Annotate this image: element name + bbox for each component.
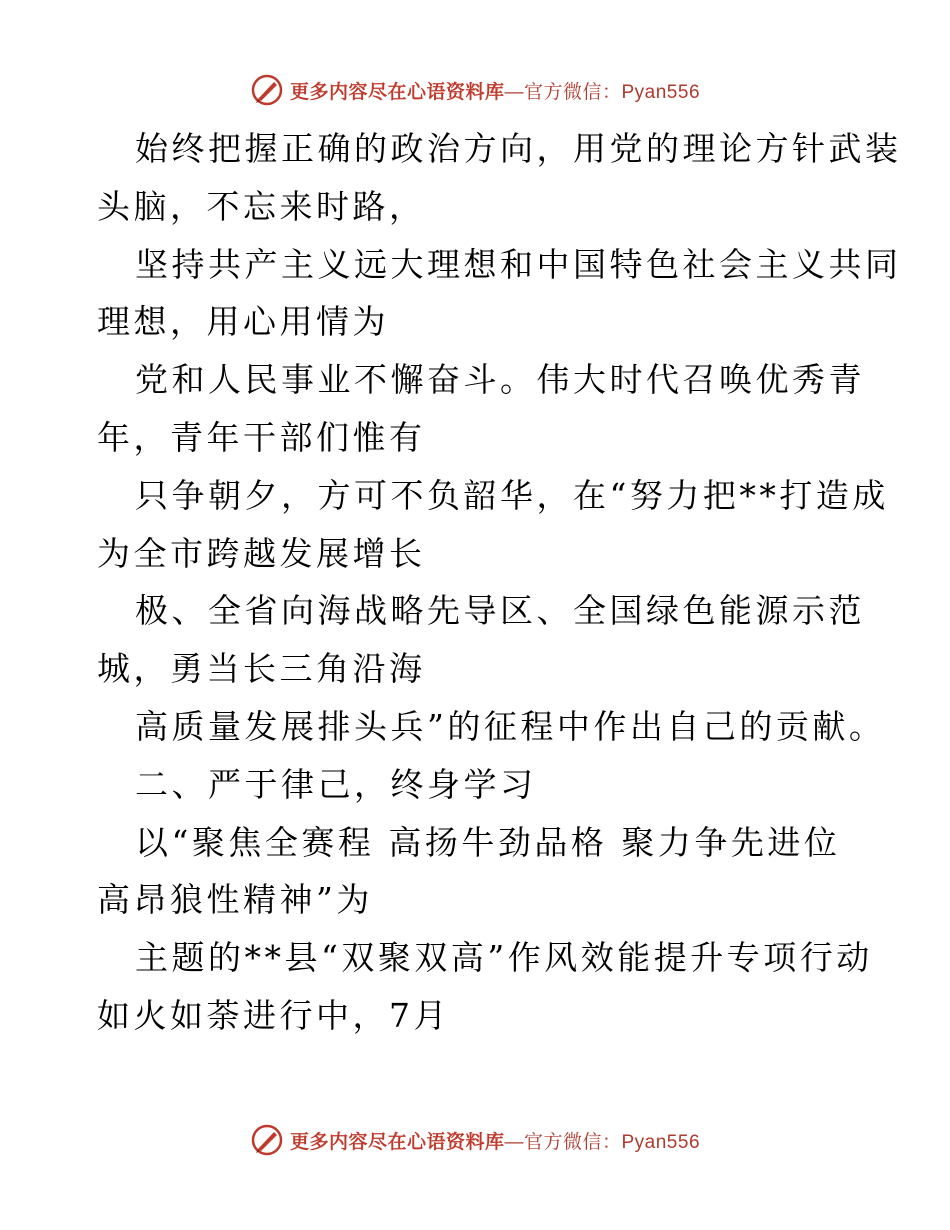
body-line: 为全市跨越发展增长 [97, 533, 426, 573]
body-line: 如火如荼进行中，7月 [97, 995, 450, 1035]
footer-banner-text [290, 1127, 700, 1154]
body-line: 始终把握正确的政治方向，用党的理论方针武装 [135, 129, 902, 168]
body-line: 头脑，不忘来时路， [97, 186, 426, 226]
body-line: 年，青年干部们惟有 [97, 417, 426, 457]
header-brand-text: 更多内容尽在心语资料库 [289, 80, 505, 103]
footer-wechat-text: —官方微信：Pyan556 [504, 1131, 701, 1153]
quill-pen-logo-icon [250, 1123, 284, 1157]
header-wechat-text: —官方微信：Pyan556 [504, 81, 701, 103]
body-line: 坚持共产主义远大理想和中国特色社会主义共同 [135, 244, 902, 284]
body-line: 城，勇当长三角沿海 [97, 649, 426, 689]
body-line: 以“聚焦全赛程 高扬牛劲品格 聚力争先进位 [135, 822, 841, 862]
footer-banner [0, 1120, 950, 1160]
section-heading: 二、严于律己，终身学习 [135, 764, 537, 804]
body-line: 党和人民事业不懈奋斗。伟大时代召唤优秀青 [135, 360, 865, 400]
body-line: 高昂狼性精神”为 [97, 880, 373, 920]
body-line: 只争朝夕，方可不负韶华，在“努力把**打造成 [135, 475, 889, 515]
footer-brand-text: 更多内容尽在心语资料库 [289, 1130, 505, 1153]
document-body [97, 120, 902, 1045]
header-banner-text [290, 77, 700, 104]
body-line: 理想，用心用情为 [97, 302, 389, 342]
quill-pen-logo-icon [250, 73, 284, 107]
body-line: 高质量发展排头兵”的征程中作出自己的贡献。 [135, 706, 886, 746]
header-banner [0, 70, 950, 110]
body-line: 极、全省向海战略先导区、全国绿色能源示范 [135, 591, 865, 631]
body-line: 主题的**县“双聚双高”作风效能提升专项行动 [135, 938, 873, 978]
